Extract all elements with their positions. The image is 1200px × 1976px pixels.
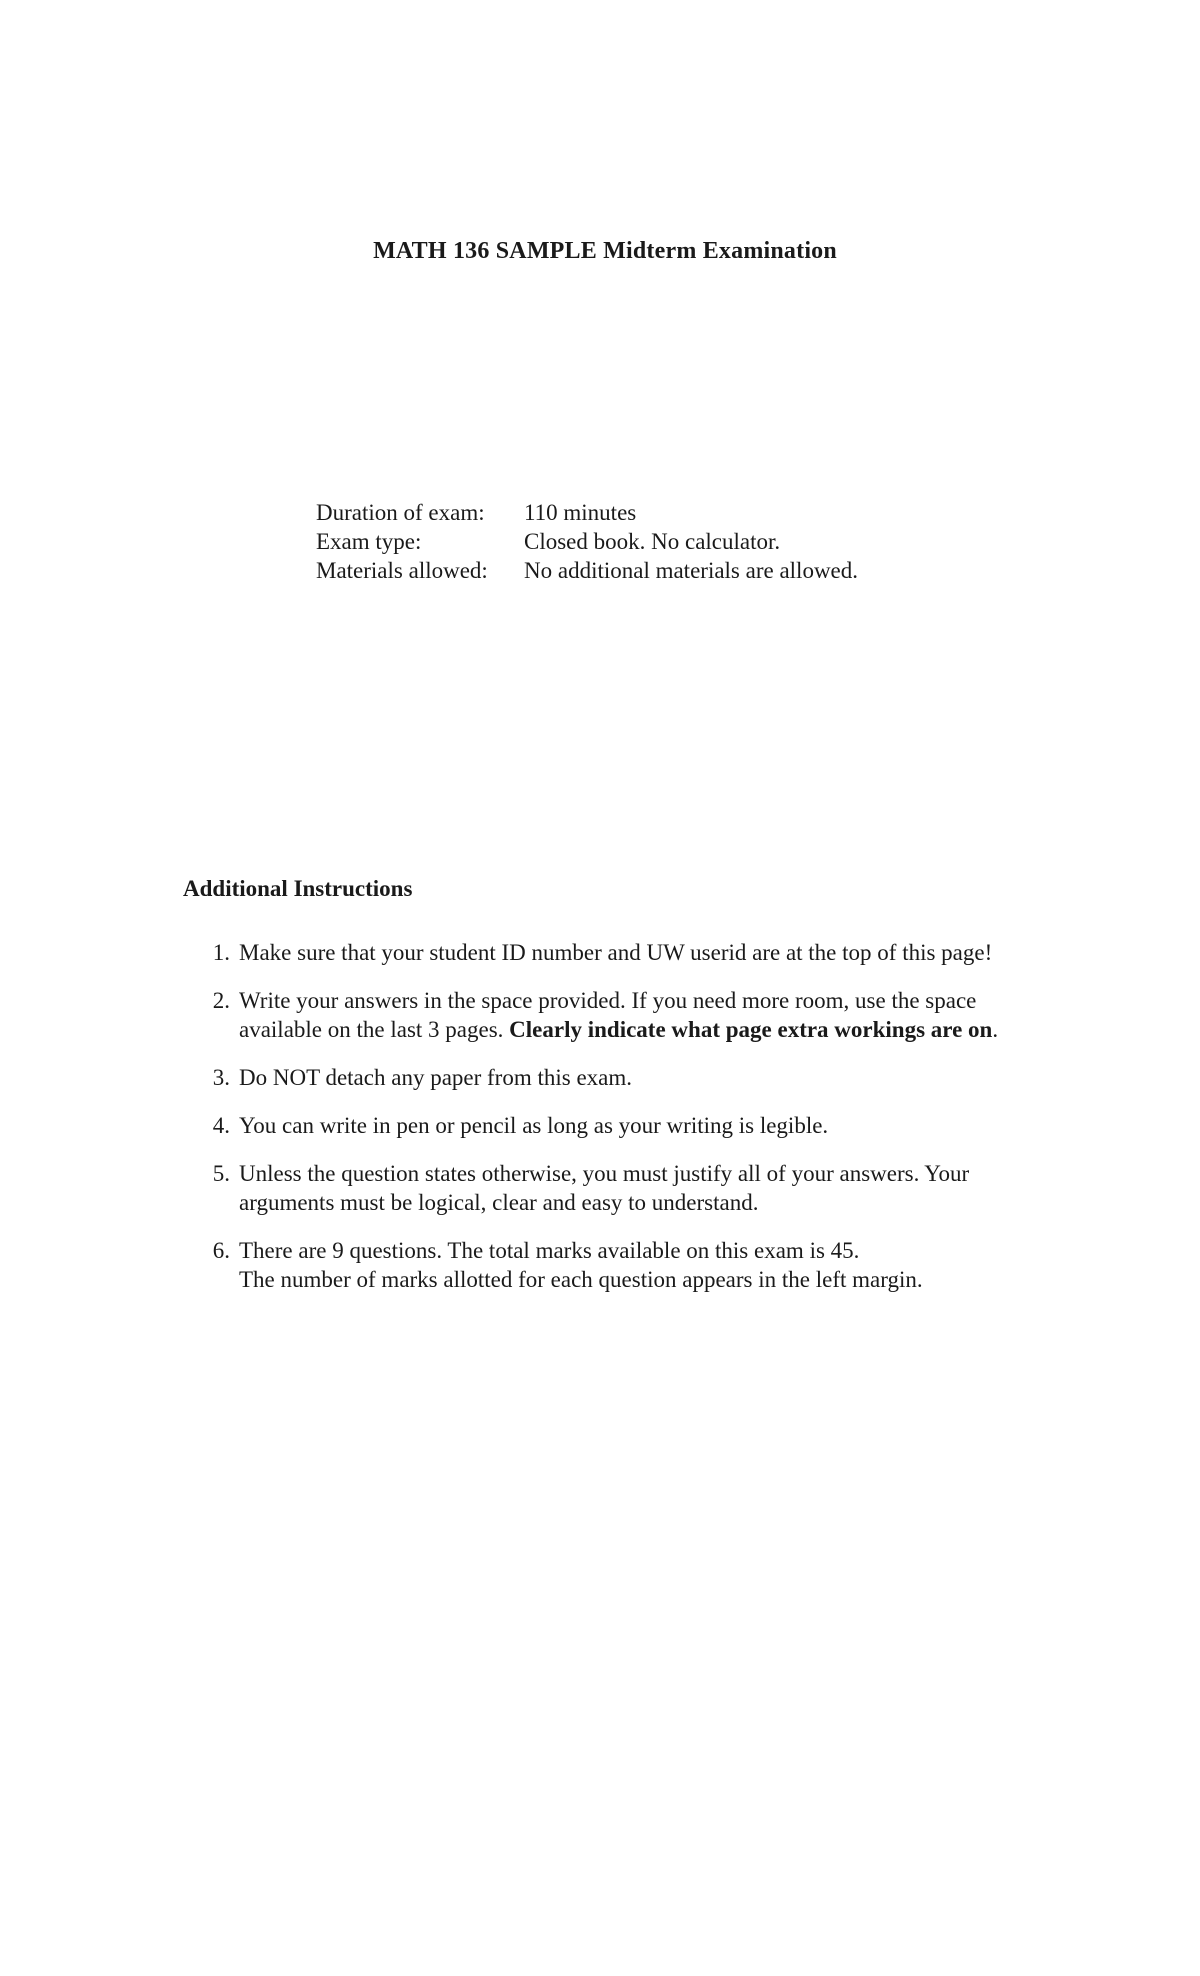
item-number: 4. [212,1113,230,1138]
item-text: Unless the question states otherwise, you must justify all of your answers. Your arguments must be logical, clear and easy to understand. [239,1161,970,1215]
item-number: 2. [212,988,230,1013]
list-item [183,1063,1033,1092]
item-text: You can write in pen or pencil as long as your writing is legible. [239,1113,829,1138]
list-item [183,1236,1033,1294]
item-text-tail: . [992,1017,999,1042]
item-number: 5. [212,1161,230,1186]
list-item [183,938,1033,967]
item-text-line2: The number of marks allotted for each question appears in the left margin. [239,1267,923,1292]
item-bold-text: Clearly indicate what page extra workings are on [509,1017,993,1042]
instructions-heading: Additional Instructions [183,876,413,901]
item-text-container [239,1236,1033,1294]
details-label: Materials allowed: [316,558,488,583]
item-text: Do NOT detach any paper from this exam. [239,1065,633,1090]
list-item [183,1111,1033,1140]
list-item [183,986,1033,1044]
list-item [183,1159,1033,1217]
details-label: Duration of exam: [316,500,485,525]
exam-details-table [316,498,858,585]
item-text-container [239,986,1033,1044]
item-number: 6. [212,1238,230,1263]
item-number: 1. [212,940,230,965]
item-text: Write your answers in the space provided. If you need more room, use the space available on the last 3 pages. [239,988,977,1042]
details-value: No additional materials are allowed. [524,558,859,583]
item-number: 3. [212,1065,230,1090]
details-value: Closed book. No calculator. [524,529,781,554]
details-row-materials [316,556,858,585]
item-text: Make sure that your student ID number and UW userid are at the top of this page! [239,940,993,965]
item-text: There are 9 questions. The total marks available on this exam is 45. [239,1238,860,1263]
details-row-exam-type [316,527,858,556]
details-label: Exam type: [316,529,422,554]
instructions-list [183,938,1033,1313]
details-value: 110 minutes [524,500,637,525]
details-row-duration [316,498,858,527]
page-title: MATH 136 SAMPLE Midterm Examination [373,238,837,264]
